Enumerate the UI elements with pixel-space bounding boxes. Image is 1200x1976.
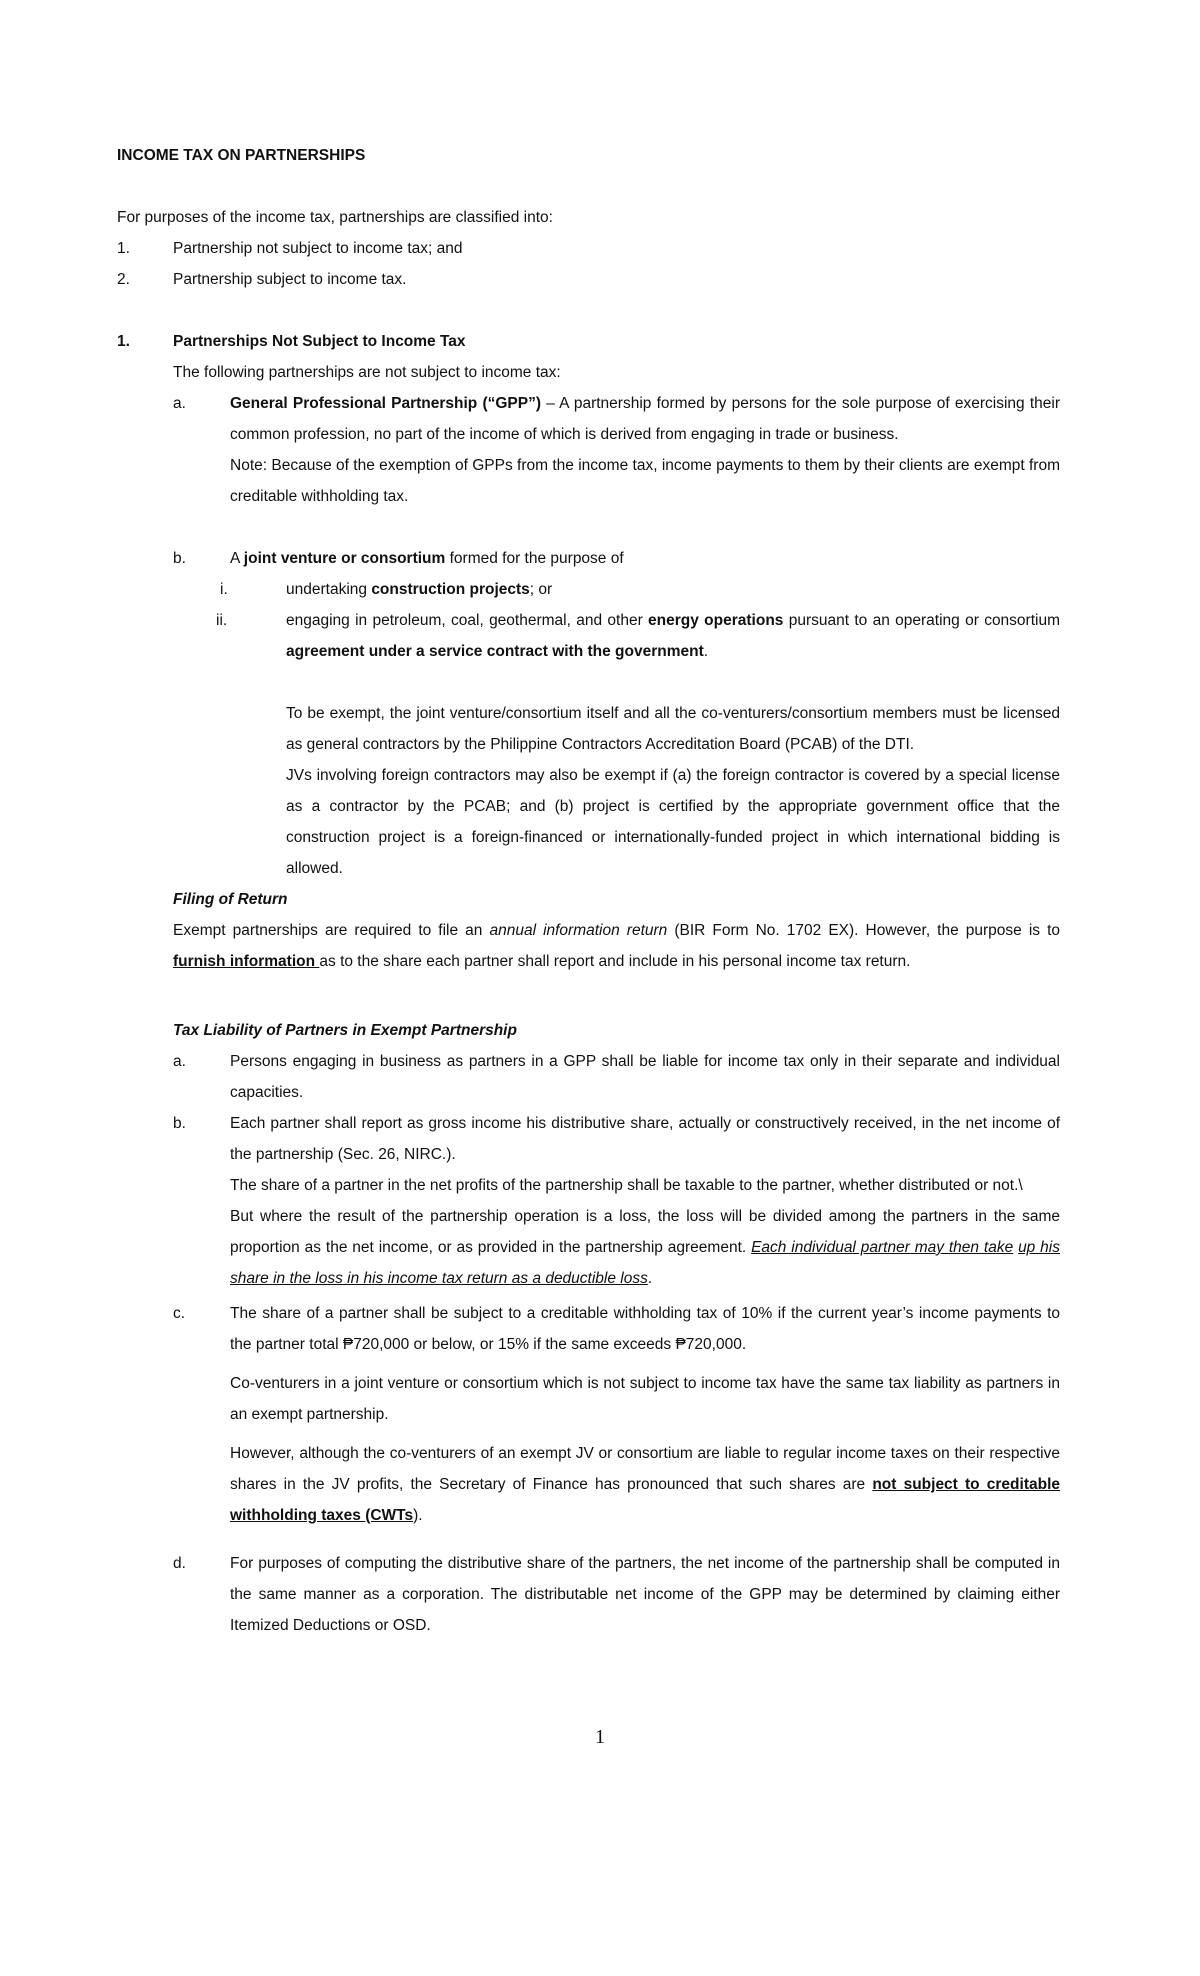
- jv-exemption-requirement: To be exempt, the joint venture/consortium itself and all the co-venturers/consortium members must be licensed as general contractors by the Philippine Contractors Accreditation Board (PCAB) of the DTI.: [286, 705, 1060, 753]
- item-label: b.: [173, 550, 186, 567]
- item-label: a.: [173, 395, 186, 412]
- gpp-term: General Professional Partnership (“GPP”): [230, 395, 542, 412]
- list-number: 1.: [117, 240, 130, 257]
- liability-b-text2: The share of a partner in the net profits of the partnership shall be taxable to the partner, whether distributed or not.\: [230, 1177, 1023, 1194]
- subitem-label: ii.: [216, 612, 228, 629]
- list-item: Partnership subject to income tax.: [173, 271, 407, 288]
- liability-c-text3: However, although the co-venturers of an exempt JV or consortium are liable to regular income taxes on their respective shares in the JV profits, the Secretary of Finance has pronounced that such shares are not subject to creditable withholding taxes (CWTs).: [230, 1445, 1060, 1524]
- gpp-note: Note: Because of the exemption of GPPs from the income tax, income payments to them by their clients are exempt from creditable withholding tax.: [230, 457, 1060, 505]
- item-label: b.: [173, 1115, 186, 1132]
- list-item: Partnership not subject to income tax; and: [173, 240, 463, 257]
- jv-foreign-contractor-note: JVs involving foreign contractors may also be exempt if (a) the foreign contractor is covered by a special license as a contractor by the PCAB; and (b) project is certified by the appropriate government office that the construction project is a foreign-financed or internationally-funded project in which international bidding is allowed.: [286, 767, 1060, 877]
- liability-b-text1: Each partner shall report as gross income his distributive share, actually or constructively received, in the net income of the partnership (Sec. 26, NIRC.).: [230, 1115, 1060, 1163]
- section-number: 1.: [117, 333, 130, 350]
- item-label: a.: [173, 1053, 186, 1070]
- liability-c-text1: The share of a partner shall be subject to a creditable withholding tax of 10% if the current year’s income payments to the partner total ₱720,000 or below, or 15% if the same exceeds ₱720,000.: [230, 1305, 1060, 1353]
- filing-heading: Filing of Return: [173, 891, 288, 908]
- gpp-text: – A partnership formed by persons for the sole purpose of exercising their common profession, no part of the income of which is derived from engaging in trade or business.: [230, 395, 1060, 443]
- section-heading: Partnerships Not Subject to Income Tax: [173, 333, 466, 350]
- jv-purpose-energy: engaging in petroleum, coal, geothermal, and other energy operations pursuant to an operating or consortium agreement under a service contract with the government.: [286, 612, 1060, 660]
- liability-a-text: Persons engaging in business as partners in a GPP shall be liable for income tax only in their separate and individual capacities.: [230, 1053, 1060, 1101]
- document-title: INCOME TAX ON PARTNERSHIPS: [117, 147, 366, 164]
- liability-heading: Tax Liability of Partners in Exempt Partnership: [173, 1022, 517, 1039]
- item-label: d.: [173, 1555, 186, 1572]
- jv-intro: A joint venture or consortium formed for the purpose of: [230, 550, 624, 567]
- page-number: 1: [595, 1726, 605, 1748]
- item-label: c.: [173, 1305, 186, 1322]
- liability-d-text: For purposes of computing the distributive share of the partners, the net income of the partnership shall be computed in the same manner as a corporation. The distributable net income of the GPP may be determined by claiming either Itemized Deductions or OSD.: [230, 1555, 1060, 1634]
- section-lead: The following partnerships are not subject to income tax:: [173, 364, 561, 381]
- list-number: 2.: [117, 271, 130, 288]
- subitem-label: i.: [220, 581, 228, 598]
- liability-b-text3: But where the result of the partnership operation is a loss, the loss will be divided among the partners in the same proportion as the net income, or as provided in the partnership agreement. Each individual partner may then take up his share in the loss in his income tax return as a deductible loss.: [230, 1208, 1060, 1287]
- intro-text: For purposes of the income tax, partnerships are classified into:: [117, 209, 553, 226]
- jv-term: joint venture or consortium: [243, 550, 446, 567]
- gpp-definition: [230, 388, 1060, 450]
- jv-purpose-construction: undertaking construction projects; or: [286, 581, 553, 598]
- liability-c-text2: Co-venturers in a joint venture or consortium which is not subject to income tax have the same tax liability as partners in an exempt partnership.: [230, 1375, 1060, 1423]
- filing-text: Exempt partnerships are required to file an annual information return (BIR Form No. 1702 EX). However, the purpose is to furnish information as to the share each partner shall report and include in his personal income tax return.: [173, 922, 1061, 970]
